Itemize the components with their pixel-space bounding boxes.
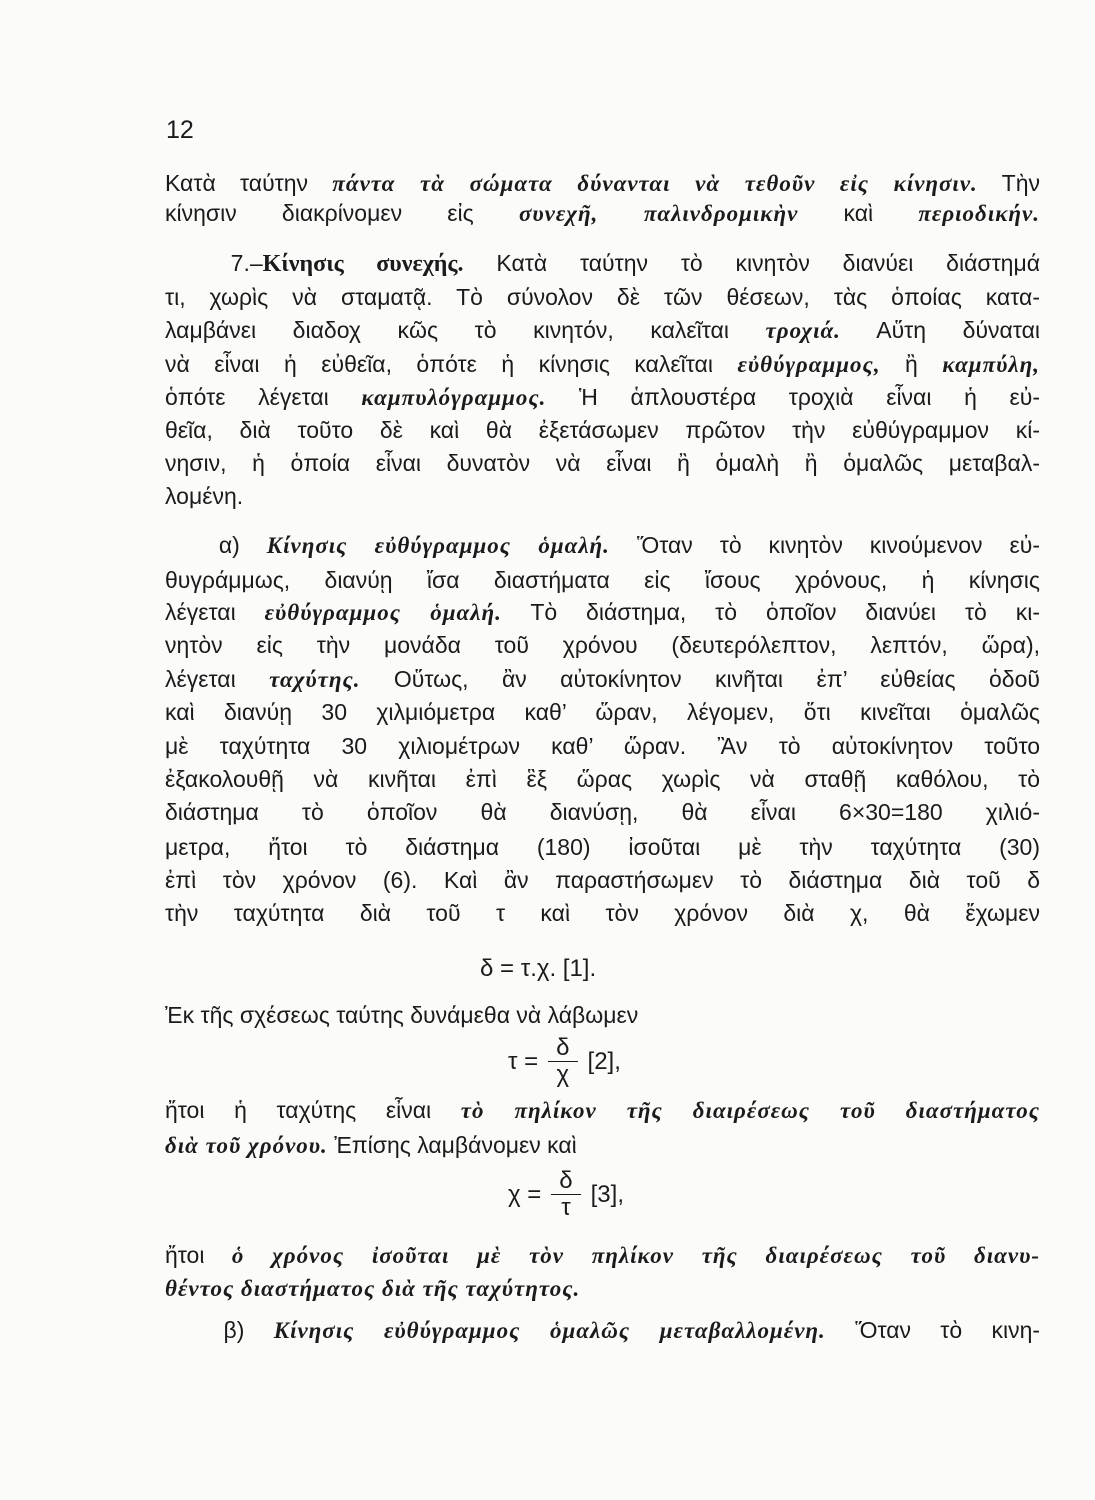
fraction [551, 1168, 580, 1221]
text-segment: Ἡ ἁπλουστέρα τροχιὰ εἶναι ἡ εὐ- [546, 384, 1040, 410]
text-segment: β) [165, 1317, 274, 1343]
text-segment: Ἐκ τῆς σχέσεως ταύτης δυνάμεθα νὰ λάβωμεν [165, 1002, 639, 1028]
text-line [165, 415, 1040, 445]
text-line [165, 248, 1040, 279]
text-segment: νητὸν εἰς τὴν μονάδα τοῦ χρόνου (δευτερόλεπτον, λεπτόν, ὥρα), [165, 632, 1040, 658]
emphasized-text: περιοδικήν. [918, 201, 1040, 226]
emphasized-text: τὸ πηλίκον τῆς διαιρέσεως τοῦ διαστήματος [460, 1098, 1040, 1123]
text-segment: ἐπὶ τὸν χρόνον (6). Καὶ ἂν παραστήσωμεν τὸ διάστημα διὰ τοῦ δ [165, 867, 1040, 893]
text-line [165, 1273, 1040, 1304]
emphasized-text: θέντος διαστήματος διὰ τῆς ταχύτητος. [165, 1276, 581, 1301]
text-segment: θεῖα, διὰ τοῦτο δὲ καὶ θὰ ἐξετάσωμεν πρῶτον τὴν εὐθύγραμμον κί- [165, 417, 1040, 443]
text-segment: κίνησιν διακρίνομεν εἰς [165, 200, 519, 226]
text-line [165, 1130, 1040, 1161]
text-line [165, 865, 1040, 895]
text-line [165, 530, 1040, 561]
text-line [165, 1240, 1040, 1271]
text-segment: νησιν, ἡ ὁποία εἶναι δυνατὸν νὰ εἶναι ἢ ὁμαλὴ ἢ ὁμαλῶς μεταβαλ- [165, 450, 1040, 476]
text-segment: μὲ ταχύτητα 30 χιλιομέτρων καθ’ ὥραν. Ἂν τὸ αὐτοκίνητον τοῦτο [165, 733, 1040, 759]
emphasized-text: ταχύτης. [269, 667, 361, 692]
text-line [165, 797, 1040, 827]
equation-2 [508, 1035, 621, 1088]
equation-3-tag: [3], [590, 1180, 624, 1208]
emphasized-text: καμπυλόγραμμος. [361, 385, 547, 410]
text-line [165, 565, 1040, 595]
text-segment: Αὕτη δύναται [840, 317, 1040, 343]
text-segment: καὶ διανύῃ 30 χιλμιόμετρα καθ’ ὥραν, λέγομεν, ὅτι κινεῖται ὁμαλῶς [165, 699, 1040, 725]
emphasized-text: διὰ τοῦ χρόνου. [165, 1133, 328, 1158]
denominator: χ [556, 1061, 570, 1088]
text-segment: τι, χωρὶς νὰ σταματᾷ. Τὸ σύνολον δὲ τῶν θέσεων, τὰς ὁποίας κατα- [165, 284, 1040, 310]
text-segment: καὶ [798, 200, 919, 226]
text-line [165, 697, 1040, 727]
equation-2-tag: [2], [587, 1047, 621, 1075]
emphasized-text: πάντα τὰ σώματα δύνανται νὰ τεθοῦν εἰς κίνησιν. [332, 171, 978, 196]
text-segment: ἐξακολουθῇ νὰ κινῆται ἐπὶ ἓξ ὥρας χωρὶς νὰ σταθῇ καθόλου, τὸ [165, 766, 1040, 792]
text-line [165, 764, 1040, 794]
text-segment: Τὴν [977, 170, 1040, 196]
page-number: 12 [166, 116, 194, 144]
text-line [165, 597, 1040, 628]
text-line [165, 1000, 1040, 1030]
text-segment: λομένη. [165, 483, 244, 509]
text-segment: τὴν ταχύτητα διὰ τοῦ τ καὶ τὸν χρόνον διὰ χ, θὰ ἔχωμεν [165, 900, 1040, 926]
text-line [165, 898, 1040, 928]
text-segment: διάστημα τὸ ὁποῖον θὰ διανύσῃ, θὰ εἶναι 6×30=180 χιλιό- [165, 799, 1040, 825]
text-segment: Ὅταν τὸ κινητὸν κινούμενον εὐ- [609, 532, 1040, 558]
text-segment: Ἐπίσης λαμβάνομεν καὶ [327, 1132, 577, 1158]
emphasized-text: εὐθύγραμμος ὁμαλή. [264, 600, 502, 625]
denominator: τ [561, 1194, 571, 1221]
text-line [165, 664, 1040, 695]
emphasized-text: εὐθύγραμμος, [737, 352, 881, 377]
numerator: δ [551, 1168, 580, 1195]
equation-1: δ = τ.χ. [1]. [480, 955, 597, 982]
text-segment: ὁπότε λέγεται [165, 384, 362, 410]
text-segment: λέγεται [165, 666, 270, 692]
text-line [165, 282, 1040, 312]
numerator: δ [548, 1035, 577, 1062]
text-segment: ἤτοι [165, 1242, 232, 1268]
text-segment: ἤτοι ἡ ταχύτης εἶναι [165, 1097, 461, 1123]
text-segment: λαμβάνει διαδοχ κῶς τὸ κινητόν, καλεῖται [165, 317, 766, 343]
text-segment: μετρα, ἤτοι τὸ διάστημα (180) ἰσοῦται μὲ τὴν ταχύτητα (30) [165, 834, 1040, 860]
text-line [165, 349, 1040, 380]
equation-3 [508, 1168, 624, 1221]
text-segment: θυγράμμως, διανύῃ ἴσα διαστήματα εἰς ἴσους χρόνους, ἡ κίνησις [165, 567, 1040, 593]
text-line [165, 382, 1040, 413]
emphasized-text: τροχιά. [765, 318, 841, 343]
fraction [548, 1035, 577, 1088]
text-segment: Οὕτως, ἂν αὐτοκίνητον κινῆται ἐπ’ εὐθείας ὁδοῦ [360, 666, 1040, 692]
emphasized-text: Κίνησις εὐθύγραμμος ὁμαλῶς μεταβαλλομένη. [273, 1318, 826, 1343]
text-line [165, 315, 1040, 346]
emphasized-text: ὁ χρόνος ἰσοῦται μὲ τὸν πηλίκον τῆς διαιρέσεως τοῦ διανυ- [231, 1243, 1040, 1268]
text-segment: α) [165, 532, 267, 558]
text-segment: Ὅταν τὸ κινη- [825, 1317, 1041, 1343]
text-segment: 7.– [165, 250, 263, 276]
text-segment: νὰ εἶναι ἡ εὐθεῖα, ὁπότε ἡ κίνησις καλεῖται [165, 351, 738, 377]
text-line [165, 731, 1040, 761]
text-line [165, 832, 1040, 862]
text-line [165, 1095, 1040, 1126]
text-line [165, 481, 1040, 511]
section-heading: Κίνησις συνεχής. [262, 251, 464, 277]
text-line [165, 1315, 1040, 1346]
text-segment: Κατὰ ταύτην [165, 170, 333, 196]
text-segment: ἢ [880, 351, 943, 377]
emphasized-text: καμπύλη, [942, 352, 1040, 377]
equation-2-lhs: τ = [508, 1047, 539, 1075]
text-line [165, 198, 1040, 229]
text-line [165, 630, 1040, 660]
text-segment: λέγεται [165, 599, 265, 625]
text-line [165, 448, 1040, 478]
text-line [165, 168, 1040, 199]
text-segment: Τὸ διάστημα, τὸ ὁποῖον διανύει τὸ κι- [501, 599, 1040, 625]
emphasized-text: συνεχῆ, παλινδρομικὴν [518, 201, 799, 226]
equation-3-lhs: χ = [508, 1180, 542, 1208]
text-segment: Κατὰ ταύτην τὸ κινητὸν διανύει διάστημά [463, 250, 1040, 276]
emphasized-text: Κίνησις εὐθύγραμμος ὁμαλή. [266, 533, 610, 558]
